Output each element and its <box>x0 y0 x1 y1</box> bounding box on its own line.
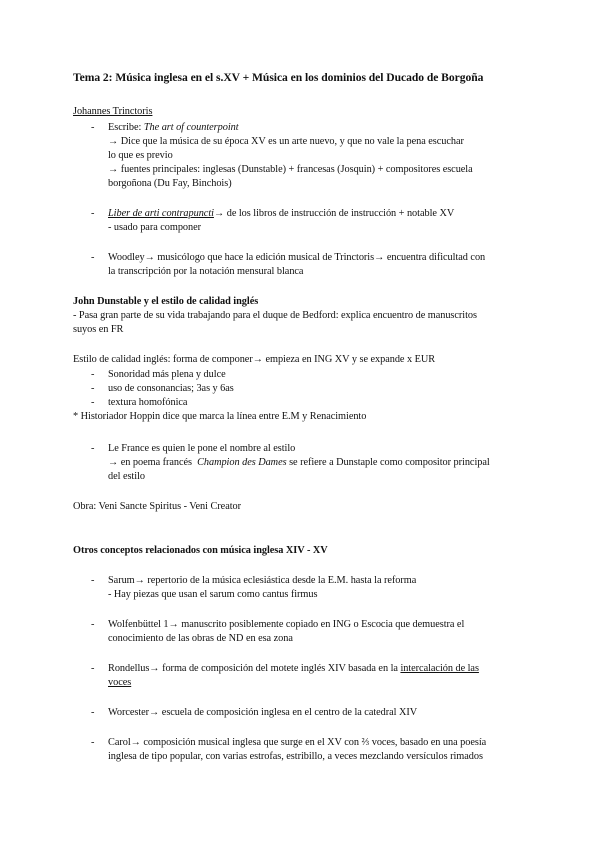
otros-heading: Otros conceptos relacionados con música inglesa XIV - XV <box>73 545 328 556</box>
style-item: textura homofónica <box>108 397 188 408</box>
tinctoris-item1-line2: → Dice que la música de su época XV es un arte nuevo, y que no vale la pena escuchar <box>108 136 464 147</box>
dunstable-style-line: Estilo de calidad inglés: forma de componer→ empieza en ING XV y se expande x EUR <box>73 354 436 365</box>
style-item: Sonoridad más plena y dulce <box>108 369 226 380</box>
sarum-line2: - Hay piezas que usan el sarum como cantus firmus <box>108 589 318 600</box>
wolfenbuttel-line2: conocimiento de las obras de ND en esa zona <box>108 633 293 644</box>
tinctoris-item1-line3: lo que es previo <box>108 150 173 161</box>
list-dash: - <box>91 619 95 630</box>
wolfenbuttel-line1: Wolfenbüttel 1→ manuscrito posiblemente copiado en ING o Escocia que demuestra el <box>108 619 465 630</box>
tinctoris-item2-line1: Liber de arti contrapuncti→ de los libros de instrucción de instrucción + notable XV <box>108 208 455 219</box>
dunstable-heading: John Dunstable y el estilo de calidad inglés <box>73 296 259 307</box>
list-dash: - <box>91 443 95 454</box>
list-dash: - <box>91 122 95 133</box>
tinctoris-item1-line4: → fuentes principales: inglesas (Dunstable) + francesas (Josquin) + compositores escuela <box>108 164 473 175</box>
dunstable-france-line3: del estilo <box>108 471 145 482</box>
tinctoris-item2-line2: - usado para componer <box>108 222 202 233</box>
tinctoris-item3-line2: la transcripción por la notación mensural blanca <box>108 266 304 277</box>
carol-line2: inglesa de tipo popular, con varias estrofas, estribillo, a veces mezclando versículos rimados <box>108 751 483 762</box>
carol-line1: Carol→ composición musical inglesa que surge en el XV con ⅔ voces, basado en una poesía <box>108 737 487 748</box>
list-dash: - <box>91 707 95 718</box>
dunstable-obra-line: Obra: Veni Sancte Spiritus - Veni Creator <box>73 501 242 512</box>
worcester-line: Worcester→ escuela de composición inglesa en el centro de la catedral XIV <box>108 707 418 718</box>
dunstable-para1-line1: - Pasa gran parte de su vida trabajando para el duque de Bedford: explica encuentro de manuscritos <box>73 310 477 321</box>
list-dash: - <box>91 397 95 408</box>
list-dash: - <box>91 663 95 674</box>
tinctoris-heading: Johannes Trinctoris <box>73 106 153 117</box>
list-dash: - <box>91 208 95 219</box>
list-dash: - <box>91 737 95 748</box>
rondellus-line1: Rondellus→ forma de composición del motete inglés XIV basada en la intercalación de las <box>108 663 479 674</box>
rondellus-line2: voces <box>108 677 132 688</box>
tinctoris-item1-line1: Escribe: The art of counterpoint <box>108 122 239 133</box>
style-item: uso de consonancias; 3as y 6as <box>108 383 234 394</box>
list-dash: - <box>91 383 95 394</box>
tinctoris-item3-line1: Woodley→ musicólogo que hace la edición musical de Trinctoris→ encuentra dificultad con <box>108 252 486 263</box>
tinctoris-item1-line5: borgoñona (Du Fay, Binchois) <box>108 178 232 189</box>
dunstable-para1-line2: suyos en FR <box>73 324 124 335</box>
list-dash: - <box>91 369 95 380</box>
dunstable-france-line1: Le France es quien le pone el nombre al estilo <box>108 443 296 454</box>
sarum-line1: Sarum→ repertorio de la música eclesiástica desde la E.M. hasta la reforma <box>108 575 417 586</box>
dunstable-france-line2: → en poema francés Champion des Dames se refiere a Dunstaple como compositor principal <box>108 457 490 468</box>
list-dash: - <box>91 575 95 586</box>
dunstable-hoppin-line: * Historiador Hoppin dice que marca la línea entre E.M y Renacimiento <box>73 411 367 422</box>
list-dash: - <box>91 252 95 263</box>
page-title: Tema 2: Música inglesa en el s.XV + Música en los dominios del Ducado de Borgoña <box>73 71 484 84</box>
